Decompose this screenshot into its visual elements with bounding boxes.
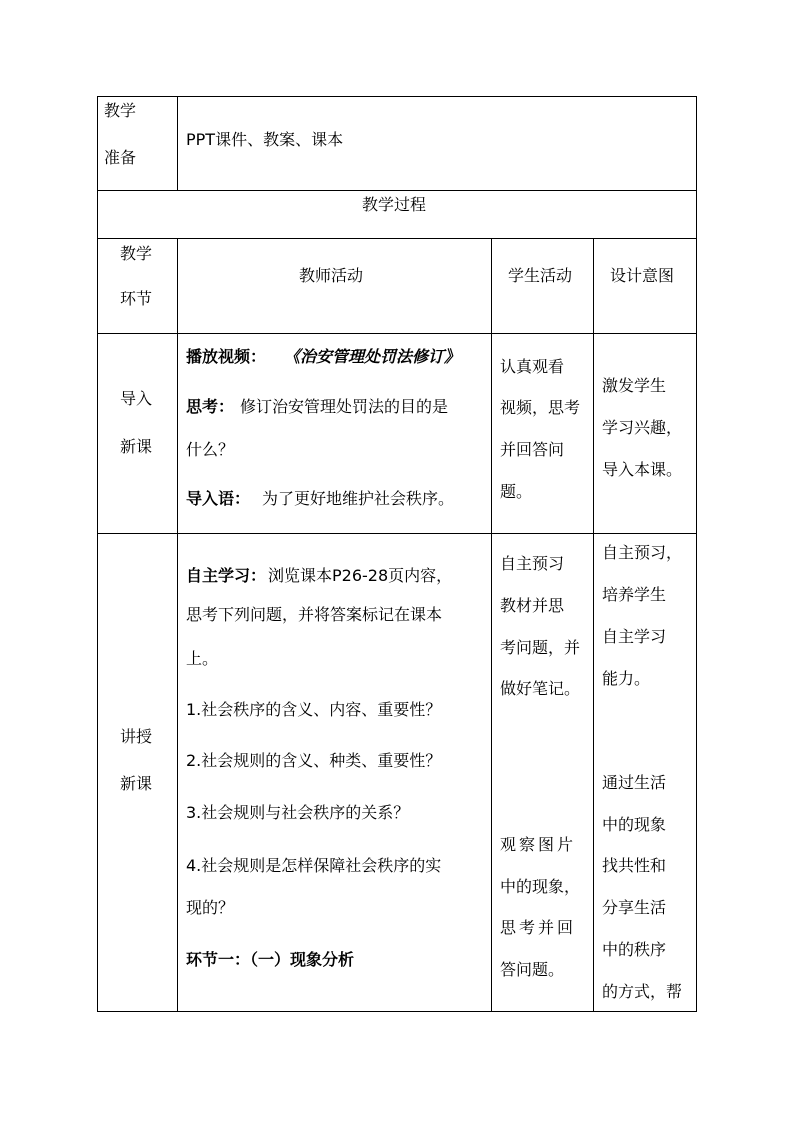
- teach-design-line: 自主学习: [602, 627, 667, 646]
- teach-student-line: 考问题，并: [500, 638, 581, 657]
- intro-student-line: 认真观看: [500, 357, 565, 376]
- header-stage-line2: 环节: [120, 289, 153, 308]
- teach-student-line: 思考并回: [500, 918, 577, 937]
- teach-student-line: 教材并思: [500, 596, 565, 615]
- grid-line: [593, 238, 594, 1012]
- teach-design-line: 能力。: [602, 669, 651, 688]
- teach-design-line: 中的秩序: [602, 940, 667, 959]
- teach-question: 4.社会规则是怎样保障社会秩序的实: [186, 856, 442, 875]
- intro-video-label: 播放视频：: [186, 347, 267, 366]
- intro-think-text-cont: 什么？: [186, 440, 235, 459]
- teach-student-line: 答问题。: [500, 960, 565, 979]
- grid-line: [97, 96, 98, 1012]
- teach-self-text-cont: 思考下列问题，并将答案标记在课本: [186, 605, 443, 624]
- header-student: 学生活动: [508, 266, 573, 285]
- intro-student-line: 视频，思考: [500, 398, 581, 417]
- intro-student-line: 题。: [500, 482, 533, 501]
- grid-line: [491, 238, 492, 1012]
- prep-label-line2: 准备: [104, 148, 137, 167]
- header-stage-line1: 教学: [120, 244, 153, 263]
- process-title: 教学过程: [362, 195, 427, 214]
- intro-stage-line1: 导入: [120, 389, 153, 408]
- teach-student-line: 做好笔记。: [500, 679, 581, 698]
- intro-think-label: 思考：: [186, 397, 235, 416]
- intro-design-line: 激发学生: [602, 376, 667, 395]
- teach-design-line: 的方式，帮: [602, 982, 683, 1001]
- header-teacher: 教师活动: [299, 266, 364, 285]
- grid-line: [97, 96, 697, 97]
- teach-design-line: 找共性和: [602, 856, 667, 875]
- teach-design-line: 培养学生: [602, 585, 667, 604]
- teach-stage-line1: 讲授: [120, 727, 153, 746]
- grid-line: [97, 190, 697, 191]
- teach-design-line: 中的现象: [602, 815, 667, 834]
- prep-content: PPT课件、教案、课本: [186, 130, 344, 149]
- teach-self-label: 自主学习：: [186, 566, 267, 585]
- intro-design-line: 导入本课。: [602, 460, 683, 479]
- header-design: 设计意图: [610, 266, 675, 285]
- grid-line: [97, 1011, 697, 1012]
- prep-label-line1: 教学: [104, 101, 137, 120]
- teach-design-line: 通过生活: [602, 773, 667, 792]
- grid-line: [696, 96, 697, 1012]
- intro-think-text: 修订治安管理处罚法的目的是: [240, 397, 449, 416]
- teach-question: 2.社会规则的含义、种类、重要性？: [186, 751, 442, 770]
- teach-question-cont: 现的？: [186, 898, 235, 917]
- intro-stage-line2: 新课: [120, 437, 153, 456]
- teach-question: 3.社会规则与社会秩序的关系？: [186, 803, 410, 822]
- grid-line: [177, 238, 178, 1012]
- teach-self-text-end: 上。: [186, 649, 219, 668]
- intro-lead-text: 为了更好地维护社会秩序。: [262, 489, 455, 508]
- intro-lead-label: 导入语：: [186, 489, 251, 508]
- teach-self-text: 浏览课本P26-28页内容，: [268, 566, 453, 585]
- intro-design-line: 学习兴趣，: [602, 418, 683, 437]
- teach-design-line: 自主预习，: [602, 543, 683, 562]
- teach-student-line: 中的现象，: [500, 877, 581, 896]
- intro-student-line: 并回答问: [500, 440, 565, 459]
- teach-design-line: 分享生活: [602, 898, 667, 917]
- teach-section-title: 环节一：（一）现象分析: [186, 950, 355, 969]
- teach-student-line: 观察图片: [500, 835, 577, 854]
- grid-line: [97, 333, 697, 334]
- grid-line: [97, 238, 697, 239]
- grid-line: [177, 96, 178, 190]
- teach-question: 1.社会秩序的含义、内容、重要性？: [186, 700, 442, 719]
- teach-student-line: 自主预习: [500, 554, 565, 573]
- intro-video-title: 《治安管理处罚法修订》: [284, 347, 461, 366]
- grid-line: [97, 533, 697, 534]
- teach-stage-line2: 新课: [120, 774, 153, 793]
